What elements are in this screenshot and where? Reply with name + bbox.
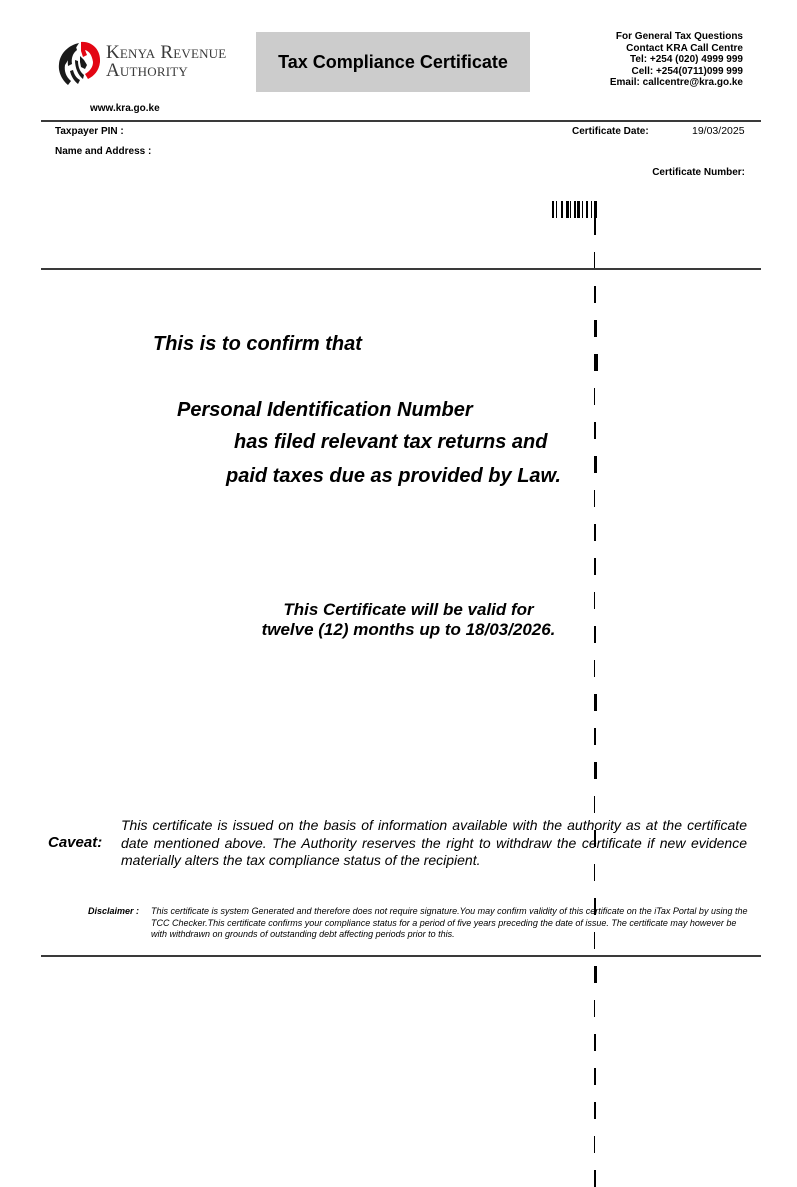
caveat-text: This certificate is issued on the basis of information available with the authority as at the certificate date mentioned above. The Authority reserves the right to withdraw the certificate if new evidence materially alters the tax compliance status of the recipient. <box>121 817 747 868</box>
name-address-label: Name and Address : <box>55 146 152 157</box>
logo-line-1: Kenya Revenue <box>106 42 227 63</box>
barcode-icon <box>552 201 740 218</box>
caveat-label: Caveat: <box>48 834 103 851</box>
paid-taxes-statement: paid taxes due as provided by Law. <box>226 465 561 487</box>
contact-tel: Tel: +254 (020) 4999 999 <box>630 54 743 65</box>
logo-wordmark <box>106 44 226 80</box>
logo-line-2: Authority <box>106 60 188 81</box>
filed-returns-statement: has filed relevant tax returns and <box>234 431 548 453</box>
middle-divider <box>41 268 761 270</box>
contact-cell: Cell: +254(0711)099 999 <box>631 65 743 77</box>
contact-line-1: For General Tax Questions <box>615 31 743 42</box>
confirm-heading: This is to confirm that <box>153 333 362 355</box>
validity-line-1: This Certificate will be valid for <box>283 600 534 619</box>
certificate-date-label: Certificate Date: <box>572 126 649 137</box>
top-divider <box>41 120 761 122</box>
disclaimer-text: This certificate is system Generated and therefore does not require signature.You may confirm validity of this certificate on the iTax Portal by using the TCC Checker.This certificate confirms your compliance status for a period of five years preceding the date of issue. The certificate may however be with withdrawn on grounds of outstanding debt affecting periods prior to this. <box>151 906 748 939</box>
certificate-number-label: Certificate Number: <box>652 167 745 178</box>
validity-line-2: twelve (12) months up to 18/03/2026. <box>261 620 556 639</box>
certificate-date-value: 19/03/2025 <box>692 125 745 137</box>
pin-statement: Personal Identification Number <box>177 399 473 421</box>
validity-statement <box>0 600 797 640</box>
document-title-box <box>256 32 530 92</box>
kra-lion-emblem-icon <box>54 38 104 88</box>
disclaimer-label: Disclaimer : <box>88 906 140 916</box>
contact-line-2: Contact KRA Call Centre <box>626 42 743 54</box>
taxpayer-pin-label: Taxpayer PIN : <box>55 126 124 137</box>
kra-logo <box>54 38 244 92</box>
contact-email: Email: callcentre@kra.go.ke <box>609 77 743 88</box>
bottom-divider <box>41 955 761 957</box>
document-title: Tax Compliance Certificate <box>278 51 508 72</box>
contact-info <box>610 31 743 89</box>
website-url: www.kra.go.ke <box>90 103 160 114</box>
